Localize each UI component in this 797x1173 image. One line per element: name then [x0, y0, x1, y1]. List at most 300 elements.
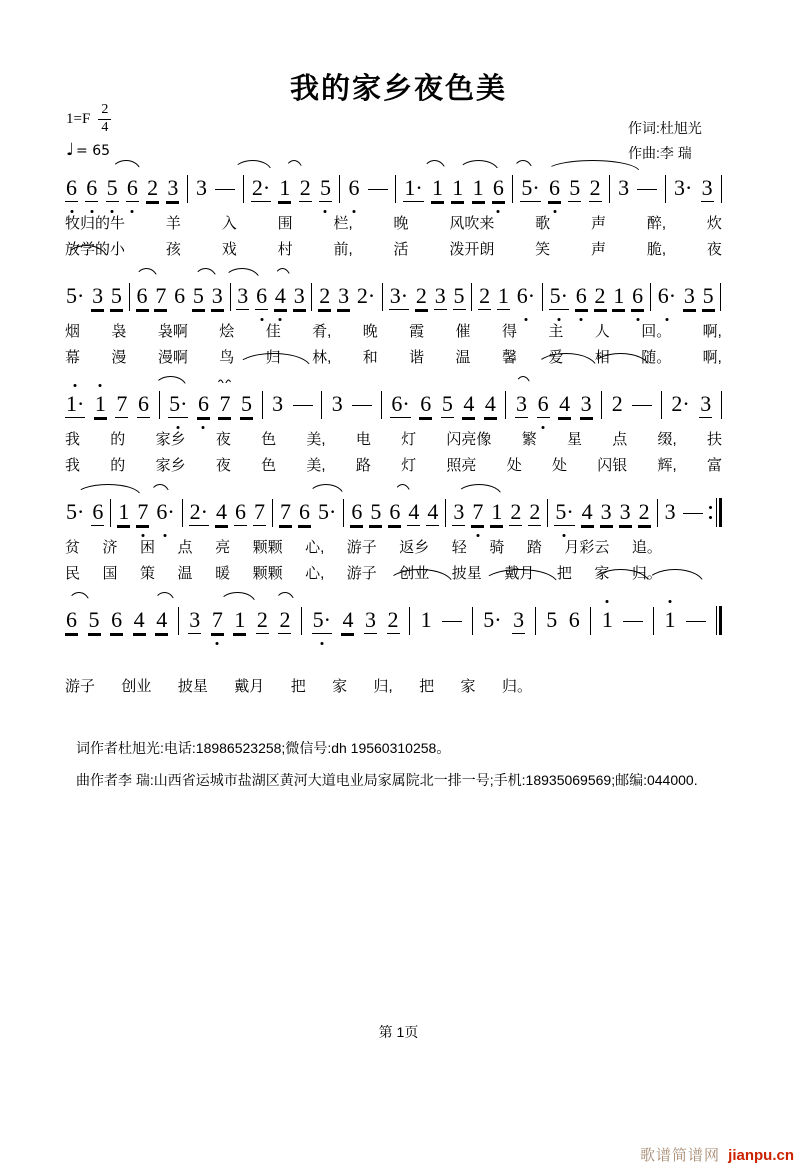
note-digit: 6 — [136, 283, 148, 308]
note — [369, 498, 382, 528]
lyric-word: 脆, — [646, 241, 667, 258]
note-digit: 7 — [472, 499, 484, 524]
note-digit: 6 — [298, 499, 310, 524]
lyric-word: 戴月 — [234, 678, 265, 695]
note — [702, 282, 715, 312]
barline — [505, 391, 506, 419]
lyric-word: 创业 — [399, 565, 430, 582]
note — [110, 606, 123, 636]
note — [594, 282, 607, 312]
lyric-word: 霞 — [409, 323, 425, 340]
note-digit: 4 — [133, 607, 145, 632]
note — [426, 498, 439, 528]
lyric-word: 灯 — [401, 457, 417, 474]
system-2 — [65, 268, 722, 367]
slur-arc — [458, 160, 499, 172]
author-credits — [628, 116, 702, 165]
note-digit: 5 — [546, 607, 558, 632]
note-digit: 2· — [189, 499, 208, 524]
note-digit: 5· — [483, 607, 502, 632]
note-digit: 7 — [219, 391, 231, 416]
note — [65, 606, 78, 636]
lyrics-verse-1 — [65, 432, 722, 449]
lyric-word: 游子 — [346, 539, 377, 556]
slur-layer — [65, 592, 722, 606]
note-digit: 5· — [555, 499, 574, 524]
lyric-word: 点 — [612, 431, 628, 448]
tempo-marking — [66, 142, 111, 159]
octave-dot-low — [636, 318, 639, 321]
lyric-word: 声 — [591, 241, 607, 258]
note-digit: 4 — [463, 391, 475, 416]
note — [441, 390, 454, 420]
note-digit: 6 — [137, 391, 149, 416]
barline — [542, 283, 543, 311]
note-digit: 5 — [88, 607, 100, 632]
slur-arc — [68, 592, 90, 604]
barline — [339, 175, 340, 203]
lyric-word: 归。 — [631, 565, 662, 582]
note-digit: 5· — [312, 607, 331, 632]
note-digit: 1 — [613, 283, 625, 308]
note — [575, 282, 588, 312]
note-digit: 3 — [331, 391, 343, 416]
system-5 — [65, 592, 722, 696]
note-digit: 6 — [256, 283, 268, 308]
note — [492, 174, 505, 204]
note — [471, 498, 484, 528]
key-meter-row — [66, 103, 111, 135]
note — [137, 390, 150, 420]
note — [341, 606, 354, 636]
dash-line — [442, 621, 462, 622]
note-digit: 2 — [279, 607, 291, 632]
barline — [512, 175, 513, 203]
lyric-word: 村 — [277, 241, 293, 258]
final-barline — [716, 606, 722, 635]
lyric-word: 把 — [290, 678, 306, 695]
note-digit: 4 — [427, 499, 439, 524]
lyric-word: 归, — [373, 678, 393, 695]
note-digit: 6 — [66, 175, 77, 200]
lyric-word: 前, — [333, 241, 353, 258]
lyric-word: 风吹来 — [449, 215, 495, 232]
octave-dot-low — [476, 534, 479, 537]
note-digit: 6 — [86, 175, 98, 200]
note-digit: 1 — [452, 175, 464, 200]
slur-layer — [65, 376, 722, 390]
octave-dot-low — [553, 210, 556, 213]
lyric-word: 富 — [706, 457, 722, 474]
note — [388, 498, 401, 528]
slur-layer — [65, 484, 722, 498]
octave-dot-high — [606, 600, 609, 603]
slur-arc — [515, 376, 531, 388]
barline — [590, 607, 591, 635]
octave-dot-low — [563, 534, 566, 537]
note-digit: 3 — [195, 175, 207, 200]
note — [233, 606, 246, 636]
lyric-word: 烩 — [219, 323, 235, 340]
note-digit: 6 — [389, 499, 401, 524]
note-digit: 2 — [611, 391, 623, 416]
note — [115, 390, 128, 420]
note — [110, 282, 123, 312]
note — [419, 390, 432, 420]
slur-arc — [194, 268, 217, 280]
note-digit: 6 — [92, 499, 104, 524]
lyric-word: 轻 — [451, 539, 467, 556]
note-digit: 2 — [479, 283, 491, 308]
note — [189, 498, 209, 528]
note — [431, 174, 444, 204]
slur-arc — [233, 160, 272, 172]
octave-dot-low — [665, 318, 668, 321]
barline — [720, 283, 721, 311]
note — [236, 282, 249, 312]
dash-line — [215, 189, 235, 190]
thin-bar — [716, 606, 717, 635]
note-digit: 3 — [453, 499, 465, 524]
lyrics-verse-1 — [65, 324, 722, 341]
lyric-word: 披星 — [451, 565, 482, 582]
notes-row — [65, 606, 722, 639]
note — [478, 282, 491, 312]
note — [253, 498, 266, 528]
lyric-word: 随。 — [641, 349, 672, 366]
note — [420, 606, 433, 636]
barline — [159, 391, 160, 419]
lyric-word: 骑 — [489, 539, 505, 556]
lyric-word: 的 — [110, 431, 126, 448]
note — [528, 498, 541, 528]
slur-arc — [308, 484, 344, 496]
note — [91, 498, 104, 528]
lyric-word: 佳 — [265, 323, 281, 340]
note-digit: 2 — [589, 175, 601, 200]
tempo-value: = 65 — [76, 142, 111, 159]
barline — [665, 175, 666, 203]
mordent-icon — [217, 377, 232, 383]
repeat-dot — [709, 506, 712, 509]
note-digit: 5 — [702, 283, 714, 308]
note — [472, 174, 485, 204]
lyric-word: 闪亮像 — [446, 431, 492, 448]
note — [240, 390, 253, 420]
note-digit: 1 — [497, 283, 509, 308]
note — [580, 390, 593, 420]
lyrics-verse-2 — [65, 458, 722, 475]
lyrics-verse-1 — [65, 679, 722, 696]
note-digit: 2· — [251, 175, 271, 200]
barline — [721, 391, 722, 419]
note — [271, 390, 284, 420]
barline — [657, 499, 658, 527]
lyric-word: 啊, — [702, 349, 722, 366]
note-digit: 5· — [317, 499, 337, 524]
note — [154, 282, 167, 312]
barline — [321, 391, 322, 419]
note-digit: 5· — [521, 175, 540, 200]
note — [65, 390, 85, 420]
lyricist-contact: 词作者杜旭光:电话:18986523258;微信号:dh 19560310258。 — [76, 740, 451, 756]
note-digit: 5· — [169, 391, 188, 416]
lyric-word: 辉, — [657, 457, 677, 474]
thick-bar — [719, 606, 722, 635]
note-digit: 5 — [569, 175, 581, 200]
lyric-word: 围 — [277, 215, 293, 232]
lyric-word: 星 — [566, 431, 582, 448]
lyric-word: 晚 — [362, 323, 378, 340]
note-digit: 5 — [441, 391, 453, 416]
note — [91, 282, 104, 312]
lyric-word: 游子 — [346, 565, 377, 582]
lyric-word: 把 — [419, 678, 435, 695]
note — [484, 390, 497, 420]
note — [407, 498, 420, 528]
octave-dot-low — [279, 318, 282, 321]
octave-dot-low — [353, 210, 356, 213]
note — [146, 174, 159, 204]
lyric-word: 袅啊 — [157, 323, 188, 340]
note — [462, 390, 475, 420]
lyric-word: 我 — [65, 431, 81, 448]
barline — [178, 607, 179, 635]
note-digit: 2 — [510, 499, 522, 524]
note — [387, 606, 400, 636]
note-digit: 1 — [118, 499, 130, 524]
dash-line — [632, 405, 652, 406]
repeat-dots — [709, 506, 712, 519]
lyric-word: 林, — [312, 349, 332, 366]
note-digit: 4 — [215, 499, 227, 524]
note-digit: 3 — [293, 283, 305, 308]
lyric-word: 颗颗 — [252, 565, 283, 582]
note — [612, 282, 625, 312]
lyric-word: 栏, — [333, 215, 353, 232]
note-digit: 5 — [453, 283, 465, 308]
barline — [187, 175, 188, 203]
barline — [272, 499, 273, 527]
note-digit: 6 — [537, 391, 549, 416]
note-digit: 7 — [116, 391, 128, 416]
note — [482, 606, 502, 636]
lyric-word: 亮 — [215, 539, 231, 556]
octave-dot-low — [202, 426, 205, 429]
note-digit: 6· — [156, 499, 175, 524]
note — [638, 498, 651, 528]
lyric-word: 心, — [305, 565, 325, 582]
note-digit: 2· — [356, 283, 376, 308]
note — [554, 498, 574, 528]
note-digit: 6 — [492, 175, 504, 200]
slur-arc — [274, 268, 291, 280]
lyrics-verse-2 — [65, 242, 722, 259]
note — [617, 174, 630, 204]
slur-arc — [456, 484, 502, 496]
note — [188, 606, 201, 636]
note-digit: 6· — [391, 391, 410, 416]
note — [317, 498, 337, 528]
lyric-word: 处 — [506, 457, 522, 474]
octave-dot-low — [111, 210, 114, 213]
lyric-word: 肴, — [312, 323, 332, 340]
note — [601, 606, 614, 636]
note — [85, 174, 98, 204]
page-number: 第 1页 — [378, 1024, 419, 1040]
barline — [601, 391, 602, 419]
note — [211, 282, 224, 312]
key-tempo-block — [66, 103, 111, 159]
barline — [129, 283, 130, 311]
note — [515, 390, 528, 420]
note-digit: 7 — [279, 499, 291, 524]
note-digit: 3 — [338, 283, 350, 308]
barline — [311, 283, 312, 311]
lyric-word: 照亮 — [446, 457, 477, 474]
dash-line — [623, 621, 643, 622]
repeat-end-barline — [709, 498, 722, 527]
lyric-word: 家乡 — [155, 457, 186, 474]
barline — [301, 607, 302, 635]
lyric-word: 醉, — [646, 215, 667, 232]
watermark-site-name: 歌谱简谱网 — [639, 1147, 720, 1164]
octave-dot-low — [497, 210, 500, 213]
note — [611, 390, 624, 420]
note-digit: 3· — [673, 175, 693, 200]
note-digit: 2 — [256, 607, 268, 632]
lyric-word: 美, — [306, 457, 326, 474]
note-digit: 6 — [632, 283, 644, 308]
lyric-word: 闪银 — [597, 457, 628, 474]
note-digit: 6 — [174, 283, 186, 308]
note — [497, 282, 510, 312]
note — [255, 282, 268, 312]
note — [133, 606, 146, 636]
note — [512, 606, 525, 636]
lyric-word: 追。 — [631, 539, 662, 556]
lyric-word: 把 — [556, 565, 572, 582]
note-digit: 3 — [237, 283, 249, 308]
octave-dot-low — [580, 318, 583, 321]
octave-dot-low — [320, 642, 323, 645]
lyricist-credit: 作词:杜旭光 — [628, 120, 702, 136]
note-digit: 5 — [106, 175, 118, 200]
note — [664, 606, 677, 636]
lyric-tie-arc — [535, 353, 597, 368]
lyric-word: 策 — [140, 565, 156, 582]
note — [94, 390, 107, 420]
note-digit: 2 — [594, 283, 606, 308]
composer-contact: 曲作者李 瑞:山西省运城市盐湖区黄河大道电业局家属院北一排一号;手机:18935069569;邮编:044000. — [76, 771, 698, 788]
lyric-word: 羊 — [165, 215, 181, 232]
note-digit: 6 — [549, 175, 561, 200]
note — [65, 282, 85, 312]
note — [415, 282, 428, 312]
thin-bar — [716, 498, 717, 527]
lyric-word: 烟 — [65, 323, 81, 340]
note-digit: 1 — [420, 607, 432, 632]
note-digit: 6 — [351, 499, 363, 524]
note — [312, 606, 332, 636]
note — [699, 390, 712, 420]
lyric-word: 泼开朗 — [449, 241, 495, 258]
lyric-word: 晚 — [393, 215, 409, 232]
dash-line — [293, 405, 313, 406]
note-digit: 4 — [408, 499, 420, 524]
note — [166, 174, 179, 204]
barline — [409, 607, 410, 635]
lyric-word: 的 — [110, 457, 126, 474]
lyric-word: 家乡 — [155, 431, 186, 448]
lyric-word: 美, — [306, 431, 326, 448]
note-digit: 1 — [601, 607, 613, 632]
note — [350, 498, 363, 528]
note — [251, 174, 271, 204]
page-title: 我的家乡夜色美 — [289, 73, 507, 105]
note-digit: 1· — [404, 175, 423, 200]
lyric-word: 漫啊 — [157, 349, 188, 366]
slur-layer — [65, 160, 722, 174]
note-digit: 1 — [279, 175, 291, 200]
note — [337, 282, 350, 312]
note-digit: 7 — [155, 283, 167, 308]
lyric-word: 家 — [460, 678, 476, 695]
note-digit: 2 — [415, 283, 427, 308]
note-digit: 5 — [110, 283, 122, 308]
note-digit: 3 — [211, 283, 223, 308]
note-digit: 6 — [575, 283, 587, 308]
barline — [472, 607, 473, 635]
note — [664, 498, 677, 528]
lyric-word: 夜 — [215, 457, 231, 474]
note — [581, 498, 594, 528]
note — [65, 498, 85, 528]
lyric-word: 戴月 — [504, 565, 535, 582]
note-digit: 3 — [664, 499, 676, 524]
lyric-word: 爱 — [548, 349, 564, 366]
note — [278, 606, 291, 636]
slur-layer — [65, 268, 722, 282]
note-digit: 3 — [683, 283, 695, 308]
lyrics-verse-1 — [65, 540, 722, 557]
note-digit: 3 — [434, 283, 446, 308]
note — [195, 174, 208, 204]
slur-arc — [150, 484, 170, 496]
lyric-word: 活 — [393, 241, 409, 258]
note-digit: 6 — [197, 391, 209, 416]
barline — [445, 499, 446, 527]
lyric-word: 谐 — [409, 349, 425, 366]
lyric-word: 踏 — [526, 539, 542, 556]
lyric-word: 入 — [221, 215, 237, 232]
note — [516, 282, 536, 312]
meter-denominator: 4 — [101, 119, 109, 135]
note-digit: 3 — [516, 391, 528, 416]
barline — [609, 175, 610, 203]
octave-dot-low — [90, 210, 93, 213]
note-digit: 2· — [671, 391, 690, 416]
slur-arc — [275, 592, 295, 604]
note — [403, 174, 423, 204]
lyric-word: 色 — [261, 431, 277, 448]
lyric-word: 缀, — [657, 431, 677, 448]
note-digit: 1 — [491, 499, 503, 524]
note-digit: 3 — [700, 391, 712, 416]
note-digit: 7 — [137, 499, 149, 524]
note-digit: 4 — [342, 607, 354, 632]
note — [490, 498, 503, 528]
